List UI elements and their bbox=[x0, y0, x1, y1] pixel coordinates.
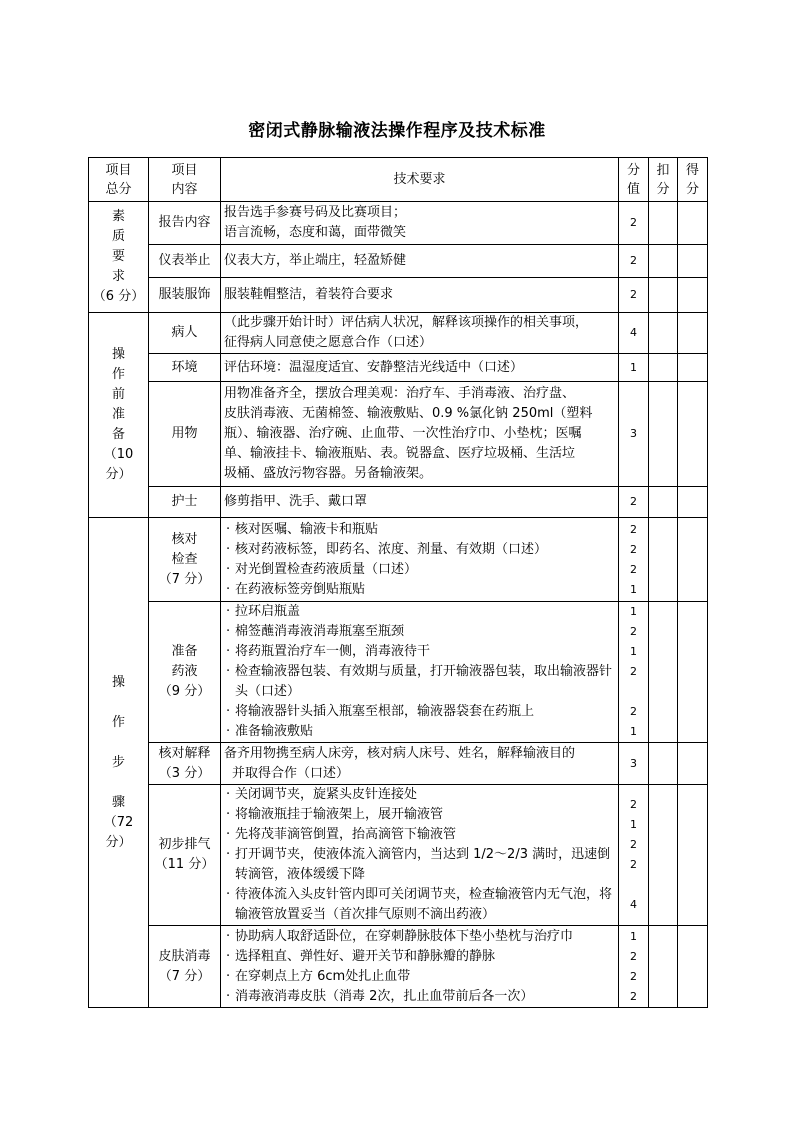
deduct-cell[interactable] bbox=[649, 926, 678, 1008]
earned-cell[interactable] bbox=[678, 487, 708, 518]
list-item: · 打开调节夹，使液体流入滴管内，当达到 1/2～2/3 满时，迅速倒转滴管，液体缓缓下降 bbox=[224, 845, 615, 885]
list-item: · 在药液标签旁倒贴瓶贴 bbox=[224, 580, 615, 600]
item-cell: 用物 bbox=[149, 382, 221, 487]
earned-cell[interactable] bbox=[678, 202, 708, 245]
requirement-cell bbox=[221, 926, 619, 1008]
item-cell: 服装服饰 bbox=[149, 278, 221, 313]
header-earned: 得 分 bbox=[678, 158, 708, 202]
list-item: · 对光倒置检查药液质量（口述） bbox=[224, 560, 615, 580]
requirement-cell: 服装鞋帽整洁，着装符合要求 bbox=[221, 278, 619, 313]
table-row bbox=[89, 602, 708, 743]
header-deduct: 扣 分 bbox=[649, 158, 678, 202]
points-cell: 2 bbox=[619, 202, 649, 245]
table-row bbox=[89, 313, 708, 354]
deduct-cell[interactable] bbox=[649, 487, 678, 518]
list-item: · 将输液器针头插入瓶塞至根部，输液器袋套在药瓶上 bbox=[224, 702, 615, 722]
requirement-cell: （此步骤开始计时）评估病人状况，解释该项操作的相关事项， 征得病人同意使之愿意合作（口述） bbox=[221, 313, 619, 354]
requirement-cell bbox=[221, 518, 619, 602]
list-item: · 消毒液消毒皮肤（消毒 2次，扎止血带前后各一次） bbox=[224, 987, 615, 1007]
category-quality: 素 质 要 求 （6 分） bbox=[89, 202, 149, 313]
list-item: · 待液体流入头皮针管内即可关闭调节夹，检查输液管内无气泡，将输液管放置妥当（首次排气原则不滴出药液） bbox=[224, 885, 615, 925]
list-item: · 在穿刺点上方 6cm处扎止血带 bbox=[224, 967, 615, 987]
scoring-table bbox=[88, 157, 708, 1008]
earned-cell[interactable] bbox=[678, 602, 708, 743]
requirement-cell bbox=[221, 785, 619, 926]
list-item: · 核对药液标签，即药名、浓度、剂量、有效期（口述） bbox=[224, 540, 615, 560]
deduct-cell[interactable] bbox=[649, 602, 678, 743]
category-procedure: 操 作 步 骤 （72 分） bbox=[89, 518, 149, 1008]
deduct-cell[interactable] bbox=[649, 382, 678, 487]
points-cell: 2 2 2 1 bbox=[619, 518, 649, 602]
earned-cell[interactable] bbox=[678, 313, 708, 354]
earned-cell[interactable] bbox=[678, 278, 708, 313]
document-title: 密闭式静脉输液法操作程序及技术标准 bbox=[248, 121, 546, 141]
points-cell: 2 bbox=[619, 487, 649, 518]
points-cell: 3 bbox=[619, 743, 649, 785]
points-cell: 1 2 2 2 bbox=[619, 926, 649, 1008]
list-item: · 准备输液敷贴 bbox=[224, 722, 615, 742]
requirement-cell: 仪表大方，举止端庄，轻盈矫健 bbox=[221, 245, 619, 278]
table-row bbox=[89, 354, 708, 382]
list-item: · 协助病人取舒适卧位，在穿刺静脉肢体下垫小垫枕与治疗巾 bbox=[224, 927, 615, 947]
deduct-cell[interactable] bbox=[649, 354, 678, 382]
list-item: · 关闭调节夹，旋紧头皮针连接处 bbox=[224, 785, 615, 805]
earned-cell[interactable] bbox=[678, 926, 708, 1008]
item-cell: 报告内容 bbox=[149, 202, 221, 245]
list-item: · 检查输液器包装、有效期与质量，打开输液器包装，取出输液器针头（口述） bbox=[224, 662, 615, 702]
item-cell: 环境 bbox=[149, 354, 221, 382]
points-cell: 4 bbox=[619, 313, 649, 354]
points-cell: 2 bbox=[619, 278, 649, 313]
deduct-cell[interactable] bbox=[649, 202, 678, 245]
header-item-total: 项目 总分 bbox=[89, 158, 149, 202]
requirement-cell bbox=[221, 602, 619, 743]
deduct-cell[interactable] bbox=[649, 518, 678, 602]
deduct-cell[interactable] bbox=[649, 785, 678, 926]
header-requirement: 技术要求 bbox=[221, 158, 619, 202]
table-row bbox=[89, 202, 708, 245]
table-header-row bbox=[89, 158, 708, 202]
requirement-cell: 用物准备齐全，摆放合理美观：治疗车、手消毒液、治疗盘、 皮肤消毒液、无菌棉签、输液敷贴、0.9 %氯化钠 250ml（塑料 瓶）、输液器、治疗碗、止血带、一次性治疗巾、小垫枕；医嘱 单、输液挂卡、输液瓶贴、表。锐器盒、医疗垃圾桶、生活垃 圾桶、盛放污物容器。另备输液架。 bbox=[221, 382, 619, 487]
table-row bbox=[89, 743, 708, 785]
item-cell: 病人 bbox=[149, 313, 221, 354]
item-cell: 皮肤消毒 （7 分） bbox=[149, 926, 221, 1008]
item-cell: 准备 药液 （9 分） bbox=[149, 602, 221, 743]
requirement-cell: 修剪指甲、洗手、戴口罩 bbox=[221, 487, 619, 518]
earned-cell[interactable] bbox=[678, 743, 708, 785]
earned-cell[interactable] bbox=[678, 785, 708, 926]
header-points: 分 值 bbox=[619, 158, 649, 202]
table-row bbox=[89, 382, 708, 487]
list-item: · 核对医嘱、输液卡和瓶贴 bbox=[224, 520, 615, 540]
category-preparation: 操 作 前 准 备 （10 分） bbox=[89, 313, 149, 518]
list-item: · 将输液瓶挂于输液架上，展开输液管 bbox=[224, 805, 615, 825]
list-item: · 拉环启瓶盖 bbox=[224, 602, 615, 622]
item-cell: 护士 bbox=[149, 487, 221, 518]
points-cell: 2 bbox=[619, 245, 649, 278]
table-row bbox=[89, 278, 708, 313]
header-item-content: 项目 内容 bbox=[149, 158, 221, 202]
table-row bbox=[89, 926, 708, 1008]
table-row bbox=[89, 518, 708, 602]
item-cell: 仪表举止 bbox=[149, 245, 221, 278]
table-row bbox=[89, 785, 708, 926]
list-item: · 将药瓶置治疗车一侧，消毒液待干 bbox=[224, 642, 615, 662]
points-cell: 2 1 2 2 4 bbox=[619, 785, 649, 926]
earned-cell[interactable] bbox=[678, 354, 708, 382]
item-cell: 核对解释 （3 分） bbox=[149, 743, 221, 785]
requirement-cell: 评估环境：温湿度适宜、安静整洁光线适中（口述） bbox=[221, 354, 619, 382]
deduct-cell[interactable] bbox=[649, 313, 678, 354]
earned-cell[interactable] bbox=[678, 518, 708, 602]
deduct-cell[interactable] bbox=[649, 743, 678, 785]
points-cell: 1 2 1 2 2 1 bbox=[619, 602, 649, 743]
item-cell: 核对 检查 （7 分） bbox=[149, 518, 221, 602]
list-item: · 先将茂菲滴管倒置，抬高滴管下输液管 bbox=[224, 825, 615, 845]
requirement-cell: 备齐用物携至病人床旁，核对病人床号、姓名，解释输液目的 并取得合作（口述） bbox=[221, 743, 619, 785]
deduct-cell[interactable] bbox=[649, 278, 678, 313]
requirement-cell: 报告选手参赛号码及比赛项目； 语言流畅，态度和蔼，面带微笑 bbox=[221, 202, 619, 245]
list-item: · 棉签蘸消毒液消毒瓶塞至瓶颈 bbox=[224, 622, 615, 642]
item-cell: 初步排气 （11 分） bbox=[149, 785, 221, 926]
deduct-cell[interactable] bbox=[649, 245, 678, 278]
table-row bbox=[89, 245, 708, 278]
points-cell: 1 bbox=[619, 354, 649, 382]
table-row bbox=[89, 487, 708, 518]
earned-cell[interactable] bbox=[678, 245, 708, 278]
points-cell: 3 bbox=[619, 382, 649, 487]
earned-cell[interactable] bbox=[678, 382, 708, 487]
list-item: · 选择粗直、弹性好、避开关节和静脉瓣的静脉 bbox=[224, 947, 615, 967]
